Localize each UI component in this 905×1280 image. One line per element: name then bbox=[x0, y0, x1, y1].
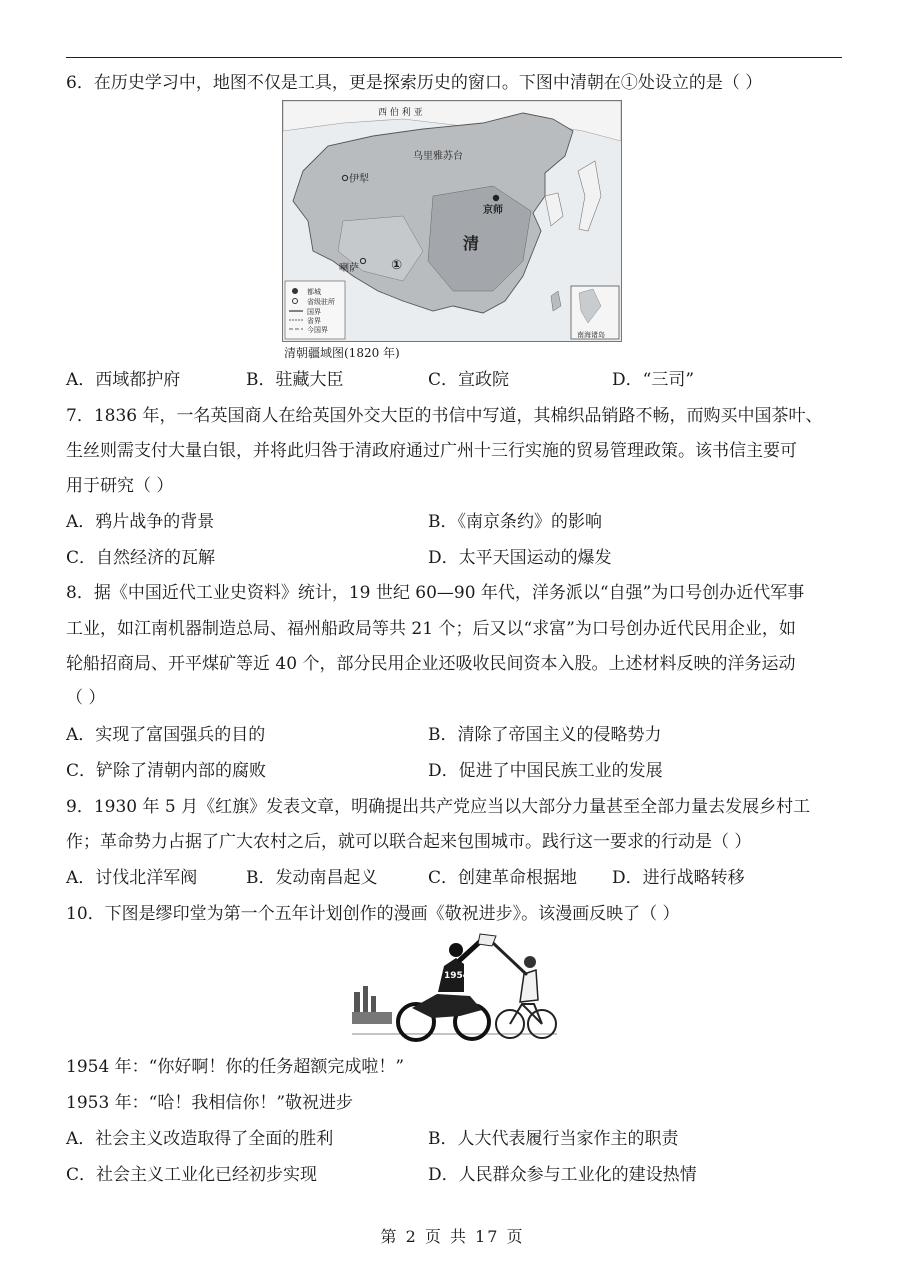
q7-option-a[interactable]: A．鸦片战争的背景 bbox=[66, 512, 215, 532]
q7-option-b[interactable]: B．《南京条约》的影响 bbox=[428, 512, 602, 532]
q8-stem-line-2: 工业，如江南机器制造总局、福州船政局等共 21 个；后又以“求富”为口号创办近代民用企业，如 bbox=[66, 619, 796, 639]
q7-option-c[interactable]: C．自然经济的瓦解 bbox=[66, 548, 216, 568]
q6-option-b[interactable]: B．驻藏大臣 bbox=[246, 370, 344, 390]
inset-label: 南海诸岛 bbox=[577, 331, 605, 339]
legend-today-border: 今国界 bbox=[307, 326, 328, 334]
map-label-lhasa: 喇萨 bbox=[339, 263, 359, 274]
q6-option-a[interactable]: A．西域都护府 bbox=[66, 370, 181, 390]
comic-graphic bbox=[352, 930, 557, 1048]
page-footer: 第 2 页 共 17 页 bbox=[380, 1227, 525, 1246]
q10-quote-1954: 1954 年：“你好啊！你的任务超额完成啦！” bbox=[66, 1057, 405, 1077]
legend-capital: 都城 bbox=[307, 288, 321, 296]
map-label-qing: 清 bbox=[463, 234, 480, 253]
q8-option-d[interactable]: D．促进了中国民族工业的发展 bbox=[428, 761, 663, 781]
q7-option-d[interactable]: D．太平天国运动的爆发 bbox=[428, 548, 612, 568]
q6-stem: 6．在历史学习中，地图不仅是工具，更是探索历史的窗口。下图中清朝在①处设立的是（ ） bbox=[66, 73, 763, 93]
map-graphic bbox=[283, 101, 621, 341]
q9-option-d[interactable]: D．进行战略转移 bbox=[612, 868, 745, 888]
q8-stem-line-3: 轮船招商局、开平煤矿等近 40 个，部分民用企业还吸收民间资本入股。上述材料反映的洋务运动 bbox=[66, 654, 796, 674]
map-marker-1: ① bbox=[391, 258, 403, 273]
header-rule bbox=[66, 57, 842, 58]
comic-jersey-1954: 1954 bbox=[444, 971, 470, 981]
q7-stem-line-3: 用于研究（ ） bbox=[66, 476, 174, 496]
q6-option-c[interactable]: C．宣政院 bbox=[428, 370, 510, 390]
map-caption: 清朝疆域图(1820 年) bbox=[284, 346, 400, 360]
q10-stem: 10．下图是缪印堂为第一个五年计划创作的漫画《敬祝进步》。该漫画反映了（ ） bbox=[66, 904, 680, 924]
q9-stem-line-2: 作；革命势力占据了广大农村之后，就可以联合起来包围城市。践行这一要求的行动是（ ） bbox=[66, 832, 752, 852]
q8-option-c[interactable]: C．铲除了清朝内部的腐败 bbox=[66, 761, 267, 781]
q10-option-a[interactable]: A．社会主义改造取得了全面的胜利 bbox=[66, 1129, 334, 1149]
q8-stem-line-1: 8．据《中国近代工业史资料》统计，19 世纪 60—90 年代，洋务派以“自强”为口号创办近代军事 bbox=[66, 583, 805, 603]
q10-quote-1953: 1953 年：“哈！我相信你！”敬祝进步 bbox=[66, 1093, 354, 1113]
legend-border: 国界 bbox=[307, 308, 321, 316]
q7-stem-line-2: 生丝则需支付大量白银，并将此归咎于清政府通过广州十三行实施的贸易管理政策。该书信主要可 bbox=[66, 441, 797, 461]
legend-province: 省级驻所 bbox=[307, 298, 335, 306]
q10-option-b[interactable]: B．人大代表履行当家作主的职责 bbox=[428, 1129, 679, 1149]
q9-option-a[interactable]: A．讨伐北洋军阀 bbox=[66, 868, 198, 888]
q8-option-a[interactable]: A．实现了富国强兵的目的 bbox=[66, 725, 266, 745]
q9-stem-line-1: 9．1930 年 5 月《红旗》发表文章，明确提出共产党应当以大部分力量甚至全部力量去发展乡村工 bbox=[66, 797, 811, 817]
comic-jingzhu-jinbu bbox=[352, 930, 557, 1048]
q8-stem-line-4: （ ） bbox=[66, 688, 106, 708]
q9-option-c[interactable]: C．创建革命根据地 bbox=[428, 868, 578, 888]
q9-option-b[interactable]: B．发动南昌起义 bbox=[246, 868, 378, 888]
map-label-yili: 伊犁 bbox=[349, 174, 369, 185]
legend-prov-border: 省界 bbox=[307, 317, 321, 325]
qing-territory-map bbox=[282, 100, 622, 342]
map-label-siberia: 西 伯 利 亚 bbox=[378, 108, 423, 118]
q10-option-c[interactable]: C．社会主义工业化已经初步实现 bbox=[66, 1165, 318, 1185]
q10-option-d[interactable]: D．人民群众参与工业化的建设热情 bbox=[428, 1165, 697, 1185]
q7-stem-line-1: 7．1836 年，一名英国商人在给英国外交大臣的书信中写道，其棉织品销路不畅，而购买中国茶叶、 bbox=[66, 406, 823, 426]
q6-option-d[interactable]: D．“三司” bbox=[612, 370, 695, 390]
q8-option-b[interactable]: B．清除了帝国主义的侵略势力 bbox=[428, 725, 662, 745]
map-label-jingshi: 京师 bbox=[483, 205, 503, 216]
map-label-uliastai: 乌里雅苏台 bbox=[413, 151, 463, 162]
